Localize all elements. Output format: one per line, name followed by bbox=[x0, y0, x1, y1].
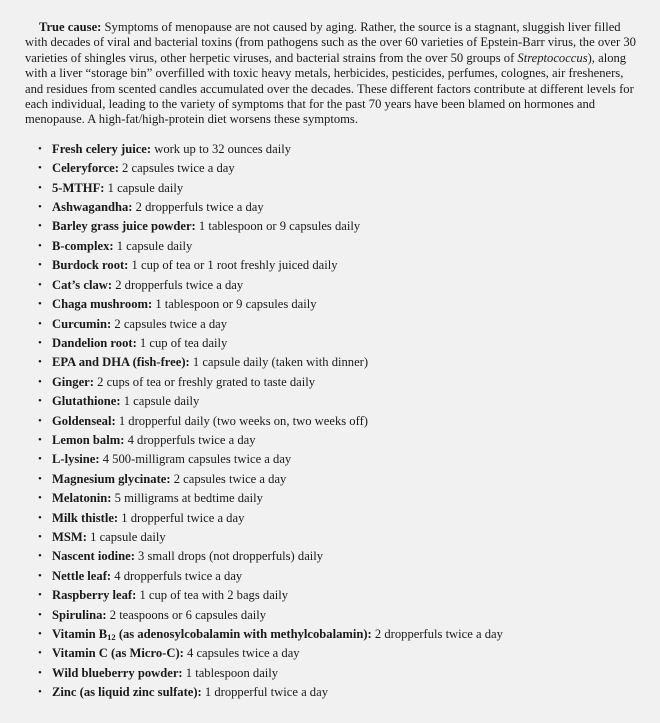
list-item bbox=[38, 373, 640, 392]
bullet-icon: • bbox=[38, 259, 42, 272]
supplement-dose: 2 capsules twice a day bbox=[118, 161, 235, 176]
supplement-dose: 1 dropperful twice a day bbox=[118, 510, 245, 525]
bullet-icon: • bbox=[38, 550, 42, 563]
list-item bbox=[38, 140, 640, 159]
supplement-name: Barley grass juice powder: bbox=[52, 219, 196, 234]
bullet-icon: • bbox=[38, 201, 42, 214]
supplement-name: Milk thistle: bbox=[52, 510, 119, 525]
supplement-dose: 4 500-milligram capsules twice a day bbox=[99, 452, 292, 467]
supplement-dose: 1 capsule daily (taken with dinner) bbox=[189, 355, 369, 370]
bullet-icon: • bbox=[38, 433, 42, 446]
supplement-name: Nascent iodine: bbox=[52, 549, 135, 564]
intro-lead: True cause: bbox=[39, 20, 102, 34]
list-item bbox=[38, 547, 640, 566]
bullet-icon: • bbox=[38, 414, 42, 427]
list-item bbox=[38, 625, 640, 644]
bullet-icon: • bbox=[38, 530, 42, 543]
list-item bbox=[38, 353, 640, 372]
bullet-icon: • bbox=[38, 336, 42, 349]
supplement-dose: work up to 32 ounces daily bbox=[151, 141, 291, 156]
supplement-name: L-lysine: bbox=[52, 452, 100, 467]
bullet-icon: • bbox=[38, 628, 42, 640]
bullet-icon: • bbox=[38, 298, 42, 311]
list-item bbox=[38, 198, 640, 217]
bullet-icon: • bbox=[38, 453, 42, 466]
list-item bbox=[38, 179, 640, 198]
supplement-name: Celeryforce: bbox=[52, 161, 119, 176]
list-item bbox=[38, 315, 640, 334]
supplement-dose: 2 dropperfuls twice a day bbox=[371, 627, 503, 641]
list-item bbox=[38, 276, 640, 295]
supplement-name: Vitamin C (as Micro-C): bbox=[52, 646, 184, 661]
supplement-name: Wild blueberry powder: bbox=[52, 665, 183, 680]
supplement-dose: 1 capsule daily bbox=[120, 394, 200, 409]
bullet-icon: • bbox=[38, 375, 42, 388]
list-item bbox=[38, 644, 640, 663]
supplement-dose: 1 capsule daily bbox=[104, 180, 184, 195]
supplement-dose: 2 cups of tea or freshly grated to taste daily bbox=[93, 374, 316, 389]
supplement-name: B-complex: bbox=[52, 238, 114, 253]
supplement-dose: 1 tablespoon or 9 capsules daily bbox=[152, 297, 317, 312]
supplement-dose: 2 dropperfuls twice a day bbox=[112, 277, 244, 292]
supplement-name: MSM: bbox=[52, 529, 87, 544]
bullet-icon: • bbox=[38, 395, 42, 408]
supplement-dose: 1 capsule daily bbox=[113, 238, 193, 253]
list-item bbox=[38, 586, 640, 605]
list-item bbox=[38, 450, 640, 469]
subscript-12: 12 bbox=[107, 632, 116, 642]
supplement-name-part: (as adenosylcobalamin with methylcobalamin): bbox=[115, 627, 372, 641]
supplement-name: Burdock root: bbox=[52, 258, 129, 273]
bullet-icon: • bbox=[38, 181, 42, 194]
bullet-icon: • bbox=[38, 492, 42, 505]
supplement-name: Zinc (as liquid zinc sulfate): bbox=[52, 685, 202, 700]
bullet-icon: • bbox=[38, 278, 42, 291]
supplement-name: Ginger: bbox=[52, 374, 94, 389]
supplement-dose: 1 capsule daily bbox=[86, 529, 166, 544]
supplement-dose: 1 dropperful daily (two weeks on, two weeks off) bbox=[115, 413, 368, 428]
bullet-icon: • bbox=[38, 666, 42, 679]
supplement-list bbox=[25, 140, 640, 703]
supplement-dose: 3 small drops (not dropperfuls) daily bbox=[134, 549, 324, 564]
list-item bbox=[38, 295, 640, 314]
supplement-dose: 4 dropperfuls twice a day bbox=[111, 568, 243, 583]
supplement-dose: 1 tablespoon or 9 capsules daily bbox=[195, 219, 361, 234]
list-item bbox=[38, 509, 640, 528]
intro-paragraph bbox=[25, 20, 640, 128]
supplement-name: Spirulina: bbox=[52, 607, 107, 622]
list-item bbox=[38, 664, 640, 683]
supplement-name-part: Vitamin B bbox=[52, 627, 108, 641]
supplement-name: Nettle leaf: bbox=[52, 568, 112, 583]
supplement-name: Raspberry leaf: bbox=[52, 588, 137, 603]
list-item bbox=[38, 412, 640, 431]
supplement-name bbox=[52, 627, 372, 641]
supplement-dose: 1 dropperful twice a day bbox=[201, 685, 328, 700]
list-item bbox=[38, 334, 640, 353]
supplement-name: Goldenseal: bbox=[52, 413, 116, 428]
supplement-name: Curcumin: bbox=[52, 316, 112, 331]
supplement-dose: 2 capsules twice a day bbox=[170, 471, 287, 486]
bullet-icon: • bbox=[38, 220, 42, 233]
supplement-name: Melatonin: bbox=[52, 491, 112, 506]
bullet-icon: • bbox=[38, 647, 42, 660]
supplement-dose: 2 dropperfuls twice a day bbox=[132, 200, 264, 215]
supplement-dose: 1 tablespoon daily bbox=[182, 665, 279, 680]
bullet-icon: • bbox=[38, 162, 42, 175]
list-item bbox=[38, 567, 640, 586]
supplement-name: Cat’s claw: bbox=[52, 277, 113, 292]
supplement-name: 5-MTHF: bbox=[52, 180, 105, 195]
supplement-dose: 1 cup of tea or 1 root freshly juiced daily bbox=[128, 258, 338, 273]
intro-text-1: Symptoms of menopause are not caused by aging. Rather, the source is a stagnant, sluggish liver filled with decades of viral and bacterial toxins (from pathogens such as the over 60 varieties of Epstein-Barr virus, the over 30 varieties of shingles virus, other herpetic viruses, and bacterial strains from the over 50 groups of bbox=[25, 20, 636, 65]
supplement-name: EPA and DHA (fish-free): bbox=[52, 355, 190, 370]
list-item bbox=[38, 237, 640, 256]
bullet-icon: • bbox=[38, 239, 42, 252]
list-item bbox=[38, 683, 640, 702]
list-item bbox=[38, 159, 640, 178]
bullet-icon: • bbox=[38, 472, 42, 485]
intro-italic-term: Streptococcus bbox=[517, 50, 588, 65]
list-item bbox=[38, 256, 640, 275]
supplement-name: Fresh celery juice: bbox=[52, 141, 152, 156]
supplement-dose: 1 cup of tea with 2 bags daily bbox=[136, 588, 289, 603]
list-item bbox=[38, 392, 640, 411]
bullet-icon: • bbox=[38, 589, 42, 602]
bullet-icon: • bbox=[38, 686, 42, 699]
supplement-name: Magnesium glycinate: bbox=[52, 471, 171, 486]
supplement-dose: 1 cup of tea daily bbox=[136, 335, 228, 350]
list-item bbox=[38, 431, 640, 450]
supplement-dose: 4 capsules twice a day bbox=[183, 646, 300, 661]
supplement-name: Glutathione: bbox=[52, 394, 121, 409]
bullet-icon: • bbox=[38, 142, 42, 155]
list-item bbox=[38, 217, 640, 236]
supplement-dose: 2 capsules twice a day bbox=[111, 316, 227, 331]
bullet-icon: • bbox=[38, 608, 42, 621]
supplement-name: Lemon balm: bbox=[52, 432, 125, 447]
bullet-icon: • bbox=[38, 317, 42, 330]
bullet-icon: • bbox=[38, 356, 42, 369]
list-item bbox=[38, 489, 640, 508]
bullet-icon: • bbox=[38, 569, 42, 582]
supplement-name: Dandelion root: bbox=[52, 335, 137, 350]
supplement-dose: 4 dropperfuls twice a day bbox=[124, 432, 256, 447]
list-item bbox=[38, 606, 640, 625]
bullet-icon: • bbox=[38, 511, 42, 524]
list-item bbox=[38, 528, 640, 547]
supplement-name: Ashwagandha: bbox=[52, 200, 133, 215]
supplement-dose: 2 teaspoons or 6 capsules daily bbox=[106, 607, 267, 622]
supplement-name: Chaga mushroom: bbox=[52, 297, 153, 312]
list-item bbox=[38, 470, 640, 489]
supplement-dose: 5 milligrams at bedtime daily bbox=[111, 491, 263, 506]
intro-text-2: ), along with a liver “storage bin” overfilled with toxic heavy metals, herbicides, pesticides, perfumes, colognes, air fresheners, and residues from scented candles accumulated over the decades. These different factors contribute at different levels for each individual, leading to the variety of symptoms that for the past 70 years have been blamed on hormones and menopause. A high-fat/high-protein diet worsens these symptoms. bbox=[25, 50, 634, 127]
